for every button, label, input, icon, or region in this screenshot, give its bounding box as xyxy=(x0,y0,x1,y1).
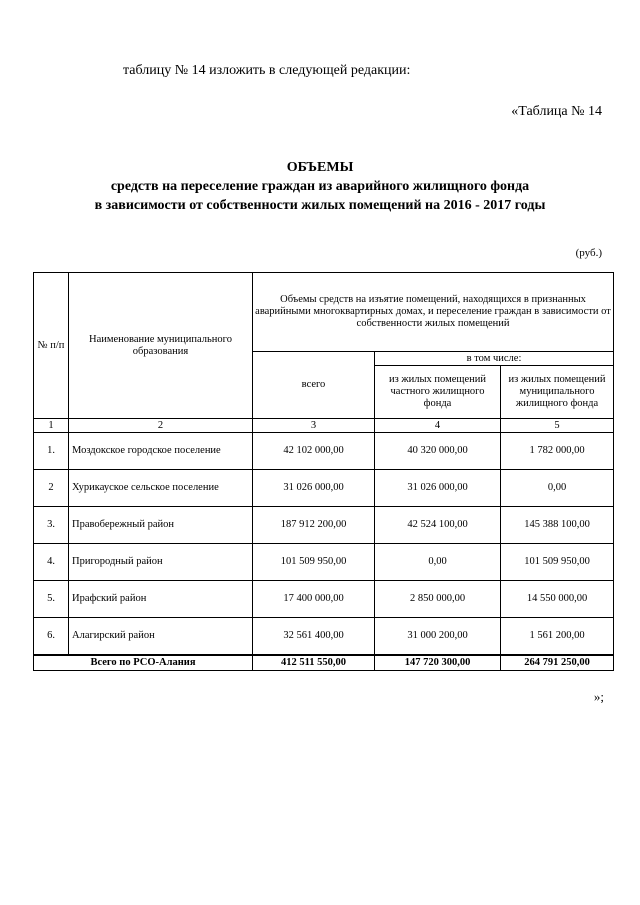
municipal-amount: 145 388 100,00 xyxy=(501,507,614,544)
municipality-name: Моздокское городское поселение xyxy=(69,433,253,470)
header-private: из жилых помещений частного жилищного фонда xyxy=(375,366,501,419)
total-amount: 17 400 000,00 xyxy=(253,581,375,618)
column-number: 3 xyxy=(253,419,375,433)
column-number: 1 xyxy=(34,419,69,433)
document-heading xyxy=(0,158,640,215)
intro-text: таблицу № 14 изложить в следующей редакции: xyxy=(123,63,411,78)
total-amount: 101 509 950,00 xyxy=(253,544,375,581)
row-number: 4. xyxy=(34,544,69,581)
total-amount: 187 912 200,00 xyxy=(253,507,375,544)
table-row xyxy=(34,507,614,544)
row-number: 6. xyxy=(34,618,69,656)
total-amount: 31 026 000,00 xyxy=(253,470,375,507)
private-amount: 42 524 100,00 xyxy=(375,507,501,544)
column-numbers-row xyxy=(34,419,614,433)
municipal-amount: 1 782 000,00 xyxy=(501,433,614,470)
column-number: 5 xyxy=(501,419,614,433)
municipal-amount: 101 509 950,00 xyxy=(501,544,614,581)
closing-quote: »; xyxy=(593,689,604,704)
total-amount: 32 561 400,00 xyxy=(253,618,375,656)
private-amount: 31 000 200,00 xyxy=(375,618,501,656)
municipality-name: Ирафский район xyxy=(69,581,253,618)
header-volumes: Объемы средств на изъятие помещений, находящихся в признанных аварийными многоквартирных домах, и переселение граждан в зависимости от собственности жилых помещений xyxy=(253,273,614,352)
municipality-name: Пригородный район xyxy=(69,544,253,581)
totals-municipal: 264 791 250,00 xyxy=(501,655,614,671)
row-number: 2 xyxy=(34,470,69,507)
header-number: № п/п xyxy=(34,273,69,419)
funding-table xyxy=(33,272,614,671)
row-number: 3. xyxy=(34,507,69,544)
row-number: 1. xyxy=(34,433,69,470)
private-amount: 31 026 000,00 xyxy=(375,470,501,507)
header-total: всего xyxy=(253,352,375,419)
municipal-amount: 14 550 000,00 xyxy=(501,581,614,618)
table-row xyxy=(34,433,614,470)
header-municipality: Наименование муниципального образования xyxy=(69,273,253,419)
header-including: в том числе: xyxy=(375,352,614,366)
totals-row xyxy=(34,655,614,671)
municipality-name: Алагирский район xyxy=(69,618,253,656)
table-row xyxy=(34,470,614,507)
private-amount: 2 850 000,00 xyxy=(375,581,501,618)
municipal-amount: 0,00 xyxy=(501,470,614,507)
heading-line-1: ОБЪЕМЫ xyxy=(286,160,354,175)
table-reference: «Таблица № 14 xyxy=(511,104,602,119)
municipal-amount: 1 561 200,00 xyxy=(501,618,614,656)
units-label: (руб.) xyxy=(575,247,602,259)
column-number: 2 xyxy=(69,419,253,433)
table-row xyxy=(34,618,614,656)
column-number: 4 xyxy=(375,419,501,433)
municipality-name: Правобережный район xyxy=(69,507,253,544)
private-amount: 40 320 000,00 xyxy=(375,433,501,470)
total-amount: 42 102 000,00 xyxy=(253,433,375,470)
row-number: 5. xyxy=(34,581,69,618)
header-municipal: из жилых помещений муниципального жилищного фонда xyxy=(501,366,614,419)
heading-line-3: в зависимости от собственности жилых помещений на 2016 - 2017 годы xyxy=(94,198,546,213)
municipality-name: Хурикауское сельское поселение xyxy=(69,470,253,507)
totals-private: 147 720 300,00 xyxy=(375,655,501,671)
heading-line-2: средств на переселение граждан из аварийного жилищного фонда xyxy=(110,179,530,194)
private-amount: 0,00 xyxy=(375,544,501,581)
table-row xyxy=(34,581,614,618)
totals-total: 412 511 550,00 xyxy=(253,655,375,671)
table-row xyxy=(34,544,614,581)
totals-label: Всего по РСО-Алания xyxy=(34,655,253,671)
